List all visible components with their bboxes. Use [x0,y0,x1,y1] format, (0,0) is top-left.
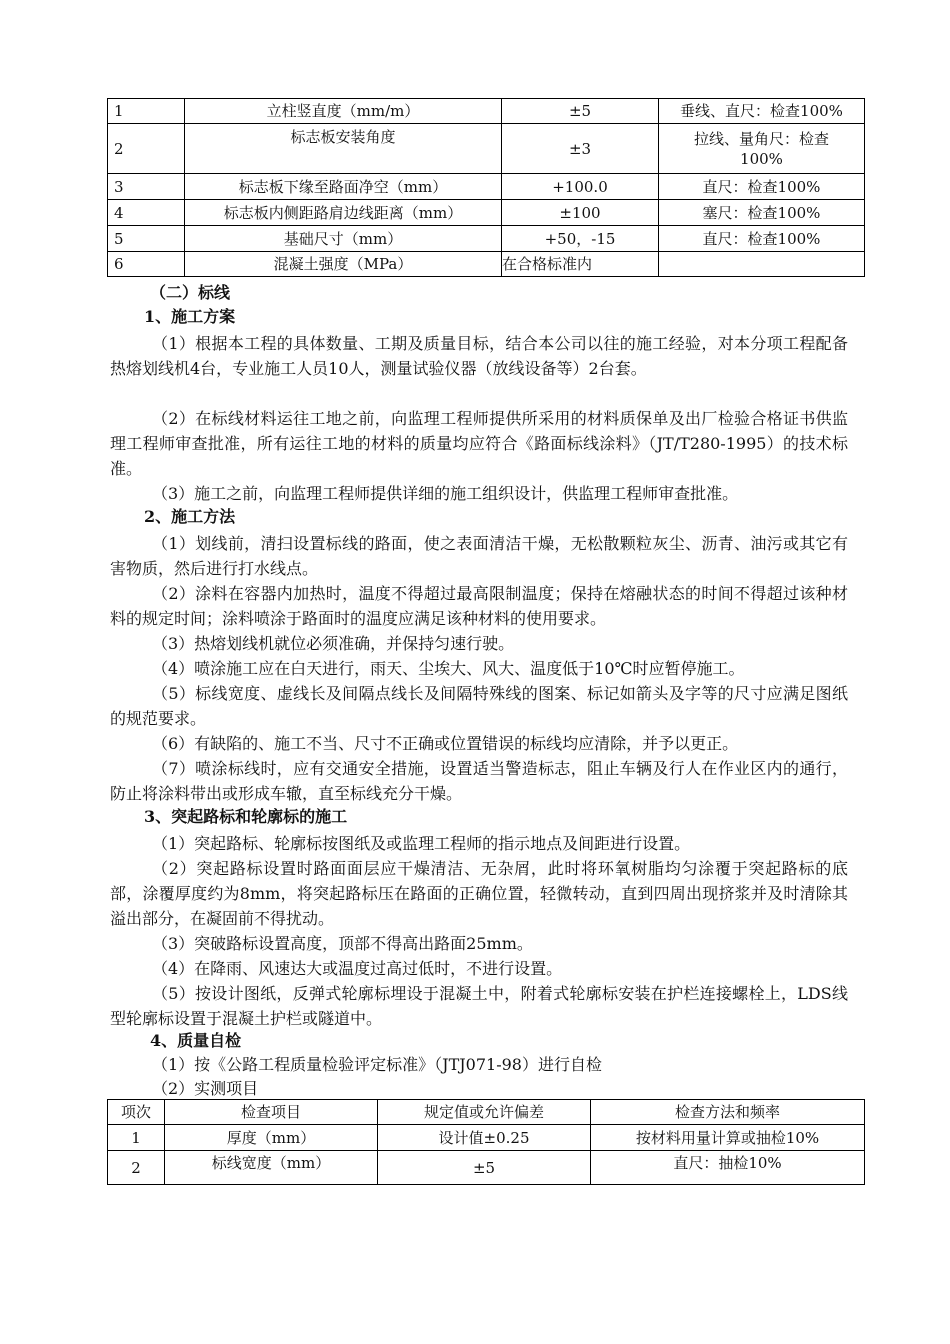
header-cell: 规定值或允许偏差 [378,1100,591,1125]
table-row [108,99,865,124]
inspection-method: 直尺：抽检10% [591,1151,865,1185]
inspection-item: 标志板下缘至路面净空（mm） [185,174,502,200]
tolerance: ±100 [502,200,659,226]
header-cell: 检查项目 [165,1100,378,1125]
paragraph: （2）在标线材料运往工地之前，向监理工程师提供所采用的材料质保单及出厂检验合格证书供监理工程师审查批准，所有运往工地的材料的质量均应符合《路面标线涂料》（JT/T280-1995）的技术标准。 [110,409,848,478]
tolerance: ±3 [502,124,659,174]
paragraph: （4）喷涂施工应在白天进行，雨天、尘埃大、风大、温度低于10℃时应暂停施工。 [152,659,745,678]
paragraph: （2）涂料在容器内加热时，温度不得超过最高限制温度；保持在熔融状态的时间不得超过该种材料的规定时间；涂料喷涂于路面时的温度应满足该种材料的使用要求。 [110,584,848,628]
table-row [108,252,865,277]
header-cell: 检查方法和频率 [591,1100,865,1125]
header-cell: 项次 [108,1100,165,1125]
paragraph: （7）喷涂标线时，应有交通安全措施，设置适当警造标志，阻止车辆及行人在作业区内的通行，防止将涂料带出或形成车辙，直至标线充分干燥。 [110,759,848,803]
tolerance: ±5 [502,99,659,124]
paragraph: （1）按《公路工程质量检验评定标准》（JTJ071-98）进行自检 [152,1055,602,1074]
tolerance: +100.0 [502,174,659,200]
row-number: 1 [108,99,185,124]
inspection-method: 直尺：检查100% [659,174,865,200]
paragraph: （2）突起路标设置时路面面层应干燥清洁、无杂屑，此时将环氧树脂均匀涂覆于突起路标的底部，涂覆厚度约为8mm，将突起路标压在路面的正确位置，轻微转动，直到四周出现挤浆并及时清除其溢出部分，在凝固前不得扰动。 [110,859,848,928]
paragraph: （1）根据本工程的具体数量、工期及质量目标，结合本公司以往的施工经验，对本分项工程配备热熔划线机4台，专业施工人员10人，测量试验仪器（放线设备等）2台套。 [110,334,848,378]
table-row [108,174,865,200]
row-number: 2 [108,1151,165,1185]
row-number: 2 [108,124,185,174]
inspection-method: 垂线、直尺：检查100% [659,99,865,124]
tolerance: 在合格标准内 [502,252,659,277]
subsection-heading: 2、施工方法 [144,507,236,526]
paragraph: （6）有缺陷的、施工不当、尺寸不正确或位置错误的标线均应清除，并予以更正。 [152,734,739,753]
inspection-method [659,252,865,277]
inspection-item: 标志板内侧距路肩边线距离（mm） [185,200,502,226]
paragraph: （3）施工之前，向监理工程师提供详细的施工组织设计，供监理工程师审查批准。 [152,484,739,503]
table-row [108,1151,865,1185]
paragraph: （3）热熔划线机就位必须准确，并保持匀速行驶。 [152,634,515,653]
tolerance: 设计值±0.25 [378,1125,591,1151]
paragraph: （5）按设计图纸，反弹式轮廓标埋设于混凝土中，附着式轮廓标安装在护栏连接螺栓上，LDS线型轮廓标设置于混凝土护栏或隧道中。 [110,984,848,1028]
paragraph: （5）标线宽度、虚线长及间隔点线长及间隔特殊线的图案、标记如箭头及字等的尺寸应满足图纸的规范要求。 [110,684,848,728]
row-number: 1 [108,1125,165,1151]
inspection-item: 混凝土强度（MPa） [185,252,502,277]
row-number: 5 [108,226,185,252]
table-row [108,200,865,226]
subsection-heading: 1、施工方案 [144,307,236,326]
inspection-method: 塞尺：检查100% [659,200,865,226]
inspection-method: 拉线、量角尺：检查100% [659,124,865,174]
paragraph: （4）在降雨、风速达大或温度过高过低时，不进行设置。 [152,959,563,978]
paragraph: （3）突破路标设置高度，顶部不得高出路面25mm。 [152,934,533,953]
inspection-method: 直尺：检查100% [659,226,865,252]
tolerance: ±5 [378,1151,591,1185]
paragraph: （2）实测项目 [152,1079,259,1098]
table-row [108,1125,865,1151]
row-number: 6 [108,252,185,277]
table-row [108,226,865,252]
row-number: 3 [108,174,185,200]
table-header-row [108,1100,865,1125]
section-heading: （二）标线 [150,283,231,302]
tolerance: +50，-15 [502,226,659,252]
inspection-item: 基础尺寸（mm） [185,226,502,252]
sign-inspection-table [107,98,865,277]
inspection-method: 按材料用量计算或抽检10% [591,1125,865,1151]
inspection-item: 立柱竖直度（mm/m） [185,99,502,124]
table-row [108,124,865,174]
marking-inspection-table [107,1099,865,1185]
inspection-item: 标线宽度（mm） [165,1151,378,1185]
subsection-heading: 3、突起路标和轮廓标的施工 [144,807,348,826]
inspection-item: 标志板安装角度 [185,124,502,174]
paragraph: （1）划线前，清扫设置标线的路面，使之表面清洁干燥，无松散颗粒灰尘、沥青、油污或其它有害物质，然后进行打水线点。 [110,534,848,578]
inspection-item: 厚度（mm） [165,1125,378,1151]
row-number: 4 [108,200,185,226]
paragraph: （1）突起路标、轮廓标按图纸及或监理工程师的指示地点及间距进行设置。 [152,834,691,853]
subsection-heading: 4、质量自检 [150,1031,242,1050]
